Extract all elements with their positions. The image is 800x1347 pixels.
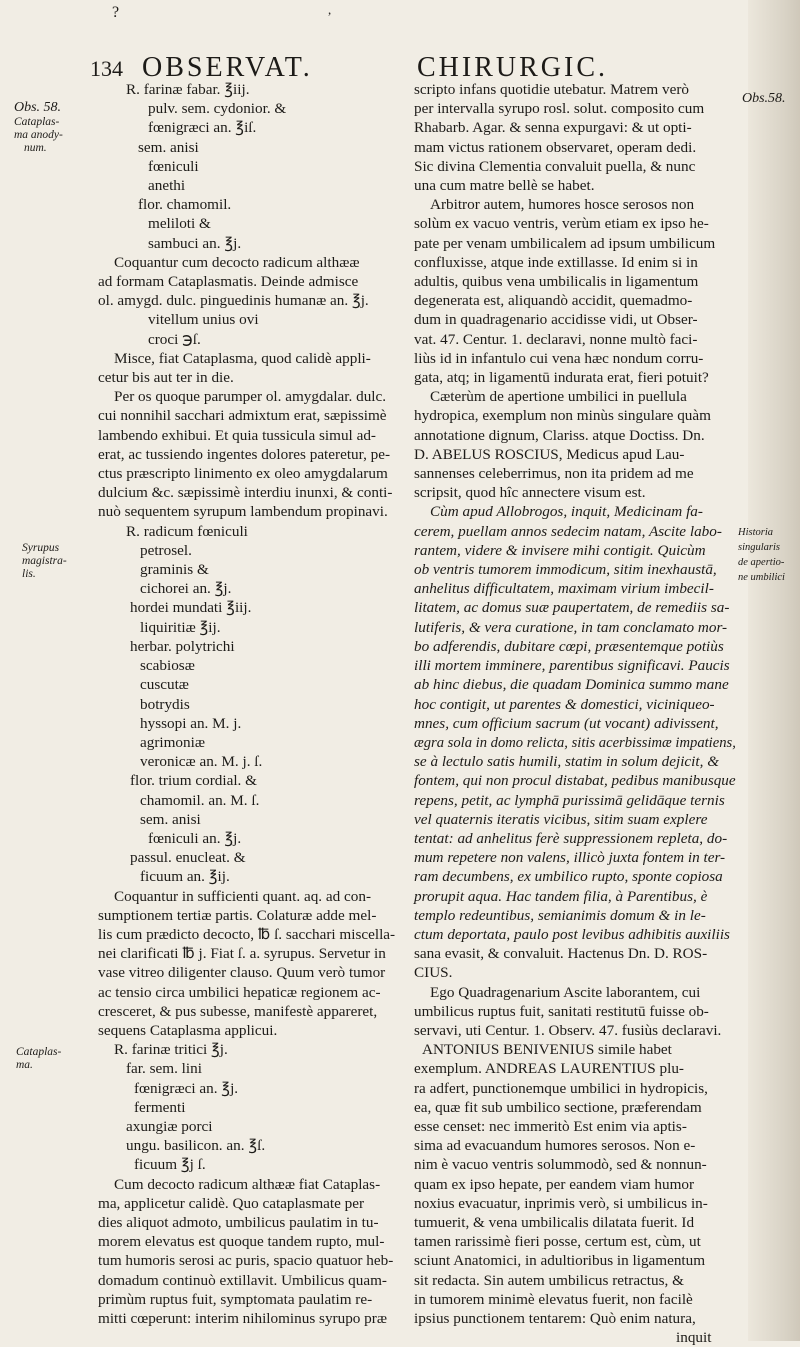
text-line: bo adferendis, dubitare cœpi, præsentemque potiùs [414, 637, 724, 655]
margin-note-line: Historia [738, 527, 774, 538]
margin-note-cataplasma [16, 1046, 61, 1072]
text-line: ctus præscripto linimento ex oleo amygdalarum [98, 465, 388, 483]
text-line: tamen rarissimè fieri posse, certum est, cùm, ut [414, 1233, 701, 1251]
text-line: R. farinæ fabar. ℥iij. [126, 81, 250, 98]
margin-note-line: Cataplas- [16, 1046, 62, 1058]
text-line: ficuum ℥j ſ. [134, 1156, 206, 1174]
margin-note-line: num. [24, 142, 47, 154]
text-line: confluxisse, atque inde extillasse. Id enim si in [414, 253, 698, 271]
text-line: primùm ruptus fuit, symptomata paulatim re- [98, 1290, 373, 1308]
text-line: Coquantur in sufficienti quant. aq. ad con- [114, 887, 372, 905]
text-line: adultis, quibus vena umbilicalis in ligamentum [414, 273, 699, 291]
text-line: se à lectulo satis humili, statim in solum dejicit, & [414, 753, 720, 771]
text-line: fœnigræci an. ℥j. [134, 1079, 239, 1097]
text-line: sem. anisi [140, 810, 201, 828]
margin-note-line: Obs. 58. [14, 100, 62, 115]
margin-note-line: singularis [738, 542, 781, 553]
text-line: CIUS. [414, 964, 453, 982]
text-line: degenerata est, aliquandò accidit, quemadmo- [414, 292, 693, 310]
text-line: hordei mundati ℥iij. [130, 599, 252, 617]
text-line: sem. anisi [138, 138, 199, 156]
text-line: croci ℈ſ. [148, 330, 201, 348]
text-line: tum humoris serosi ac puris, spacio quatuor heb- [98, 1252, 394, 1270]
text-line: noxius evacuatur, inprimis verò, si umbilicus in- [414, 1194, 708, 1212]
right-text-column [414, 80, 736, 1347]
text-line: Cum decocto radicum althææ fiat Cataplas- [114, 1175, 381, 1193]
text-line: ad formam Cataplasmatis. Deinde admisce [98, 273, 359, 291]
margin-note-obs [14, 100, 63, 155]
text-line: ficuum an. ℥ij. [140, 868, 230, 886]
text-line: fœniculi an. ℥j. [148, 829, 242, 847]
text-line: chamomil. an. M. ſ. [140, 791, 260, 809]
text-line: ANTONIUS BENIVENIUS simile habet [422, 1041, 672, 1059]
margin-note-line: Syrupus [22, 542, 60, 554]
text-line: flor. chamomil. [138, 196, 232, 214]
margin-note-line: Cataplas- [14, 116, 60, 128]
text-line: Arbitror autem, humores hosce serosos non [430, 196, 695, 214]
margin-note-line: ma. [16, 1059, 33, 1071]
text-line: fontem, qui non procul distabat, pedibus manibusque [414, 772, 736, 790]
text-line: agrimoniæ [140, 733, 205, 751]
text-line: domadum continuò extillavit. Umbilicus quam- [98, 1271, 387, 1289]
text-line: Ego Quadragenarium Ascite laborantem, cui [430, 983, 701, 1001]
text-line: nei clarificati ℔ j. Fiat ſ. a. syrupus. Servetur in [98, 945, 386, 963]
margin-note-line: magistra- [22, 555, 67, 567]
text-line: cuscutæ [140, 676, 189, 694]
text-line: Misce, fiat Cataplasma, quod calidè appli- [114, 349, 371, 367]
page-number: 134 [90, 56, 123, 81]
text-line: sima ad evacuandum humores serosos. Non e- [414, 1137, 696, 1155]
text-line: ea, quæ fit sub umbilico sectione, præferendam [414, 1098, 702, 1116]
text-line: anethi [148, 177, 186, 195]
margin-note-obs-right [742, 92, 786, 105]
text-line: axungiæ porci [126, 1117, 213, 1135]
text-line: solùm ex vacuo ventris, verùm etiam ex ipso he- [414, 215, 709, 233]
text-line: sciunt Anatomici, in adultioribus in ligamentum [414, 1252, 706, 1270]
text-line: ac tensio circa umbilici hepaticæ regionem ac- [98, 983, 381, 1001]
text-line: Per os quoque parumper ol. amygdalar. dulc. [114, 388, 387, 406]
top-mark: ? [112, 4, 120, 21]
text-line: morem elevatus est quoque tandem rupto, mul- [98, 1233, 385, 1251]
text-line: ol. amygd. dulc. pinguedinis humanæ an. ℥j. [98, 292, 369, 310]
text-line: ipsius punctionem tentarem: Quò enim natura, [414, 1310, 696, 1327]
page-edge [748, 0, 800, 1341]
text-line: R. radicum fœniculi [126, 522, 248, 540]
text-line: vel quaternis iteratis vicibus, sitim suam explere [414, 810, 708, 828]
text-line: umbilicus ruptus fuit, sanitati restitutū fuisse ob- [414, 1002, 709, 1020]
text-line: anhelitus difficultatem, maximam virium imbecil- [414, 580, 714, 598]
text-line: tentat: ad anhelitus ferè suppressionem repleta, do- [414, 829, 728, 847]
text-line: fœnigræci an. ℥iſ. [148, 119, 257, 137]
text-line: ægra sola in domo relicta, sitis acerbissimæ impatiens, [414, 733, 736, 751]
text-line: meliloti & [148, 215, 211, 233]
margin-note-line: lis. [22, 568, 36, 580]
text-line: repens, petit, ac lymphā purissimā gelidāque ternis [414, 791, 725, 809]
text-line: una cum matre bellè se habet. [414, 177, 595, 195]
text-line: pate per venam umbilicalem ad ipsum umbilicum [414, 234, 716, 252]
text-line: far. sem. lini [126, 1060, 202, 1078]
text-line: hoc contigit, ut parentes & domestici, viciniqueo- [414, 695, 715, 713]
text-line: in tumorem minimè elevatus fuerit, non facilè [414, 1290, 693, 1308]
text-line: gata, atq; in ligamentū indurata erat, fieri potuit? [414, 369, 709, 387]
text-line: scripto infans quotidie utebatur. Matrem verò [414, 81, 689, 98]
text-line: veronicæ an. M. j. ſ. [140, 753, 263, 771]
text-line: Rhabarb. Agar. & senna expurgavi: & ut opti- [414, 119, 692, 137]
text-line: scabiosæ [140, 657, 195, 675]
text-line: cerem, puellam annos sedecim natam, Ascite labo- [414, 522, 722, 540]
text-line: mum repetere non valens, illicò juxta fontem in ter- [414, 849, 726, 867]
text-line: vat. 47. Centur. 1. declaravi, nonne multò faci- [414, 330, 698, 348]
text-line: liùs id in infantulo cui vena hæc nondum corru- [414, 349, 704, 367]
text-line: flor. trium cordial. & [130, 772, 257, 790]
top-mark: , [328, 2, 332, 17]
text-line: illi mortem imminere, parentibus significavi. Paucis [414, 657, 730, 675]
text-line: servavi, uti Centur. 1. Observ. 47. fusiùs declaravi. [414, 1021, 722, 1039]
text-line: liquiritiæ ℥ij. [140, 618, 221, 636]
text-line: prorupit aqua. Hac tandem filia, à Parentibus, è [414, 887, 708, 905]
text-line: rantem, videre & invisere mihi contigit. Quicùm [414, 541, 706, 559]
text-line: cresceret, & pus subesse, manifestè appareret, [98, 1002, 378, 1020]
text-line: exemplum. ANDREAS LAURENTIUS plu- [414, 1060, 684, 1078]
text-line: graminis & [140, 561, 209, 579]
text-line: vitellum unius ovi [148, 311, 259, 329]
text-line: sequens Cataplasma applicui. [98, 1021, 278, 1039]
text-line: sannenses celeberrimus, non ita pridem ad me [414, 465, 694, 483]
text-line: dulcium &c. sæpissimè interdiu inunxi, & conti- [98, 484, 393, 502]
text-line: ungu. basilicon. an. ℥ſ. [126, 1137, 266, 1155]
text-line: R. farinæ tritici ℥j. [114, 1041, 228, 1059]
text-line: esse censet: nec immeritò Est enim via aptis- [414, 1117, 687, 1135]
text-line: templo redeuntibus, semianimis domum & in le- [414, 906, 706, 924]
margin-note-line: ne umbilici [738, 572, 785, 583]
text-line: erat, ac tussiendo ingentes dolores pateretur, pe- [98, 445, 391, 463]
text-line: mam victus rationem observaret, operam dedi. [414, 138, 697, 156]
text-line: scripsit, quod hîc annectere visum est. [414, 484, 646, 502]
text-line: mitti cœperunt: interim nihilominus syrupo præ [98, 1310, 387, 1327]
margin-note-historia [738, 525, 785, 585]
text-line: mnes, cum officium sacrum (ut vocant) adivissent, [414, 714, 719, 732]
text-line: hydropica, exemplum non minùs singulare quàm [414, 407, 711, 425]
text-line: inquit [676, 1329, 712, 1347]
margin-note-syrupus [22, 542, 67, 581]
text-line: passul. enucleat. & [130, 849, 246, 867]
text-line: sit redacta. Sin autem umbilicus retractus, & [414, 1271, 684, 1289]
text-line: Cæterùm de apertione umbilici in puellula [430, 388, 687, 406]
text-line: herbar. polytrichi [130, 637, 235, 655]
header-title-left: OBSERVAT. [142, 52, 313, 83]
text-line: D. ABELUS ROSCIUS, Medicus apud Lau- [414, 445, 685, 463]
text-line: quam ex ipso hepate, per eandem viam humor [414, 1175, 695, 1193]
left-text-column [98, 80, 404, 1328]
text-line: botrydis [140, 695, 190, 713]
text-line: dies aliquot admoto, umbilicus paulatim in tu- [98, 1213, 379, 1231]
text-line: fœniculi [148, 157, 199, 175]
text-line: tumuerit, & vena umbilicalis dilatata fuerit. Id [414, 1213, 695, 1231]
margin-note-line: ma anody- [14, 129, 63, 141]
text-line: fermenti [134, 1098, 186, 1116]
text-line: lutiferis, & vera curatione, in tam conclamato mor- [414, 618, 728, 636]
text-line: sumptionem tertiæ partis. Colaturæ adde mel- [98, 906, 377, 924]
text-line: ob ventris tumorem immodicum, sitim inexhaustā, [414, 561, 717, 579]
text-line: cichorei an. ℥j. [140, 580, 232, 598]
text-line: Coquantur cum decocto radicum althææ [114, 253, 360, 271]
text-line: ram decumbens, ex umbilico rupto, sponte copiosa [414, 868, 723, 886]
text-line: pulv. sem. cydonior. & [148, 100, 287, 118]
text-line: lambendo exhibui. Et quia tussicula simul ad- [98, 426, 376, 444]
text-line: Sic divina Clementia convaluit puella, & nunc [414, 157, 696, 175]
text-line: petrosel. [140, 541, 192, 559]
text-line: dum in quadragenario accidisse vidi, ut Obser- [414, 311, 698, 329]
text-line: ra adfert, punctionemque umbilici in hydropicis, [414, 1079, 708, 1097]
text-line: ctum deportata, paulo post levibus adhibitis auxiliis [414, 925, 730, 943]
text-line: ab hinc diebus, die quadam Dominica summo mane [414, 676, 729, 694]
text-line: cetur bis aut ter in die. [98, 369, 234, 387]
text-line: litatem, ac domus suæ paupertatem, de remediis sa- [414, 599, 730, 617]
text-line: nim è vacuo ventris solummodò, sed & nonnun- [414, 1156, 707, 1174]
text-line: lis cum prædicto decocto, ℔ ſ. sacchari miscella- [98, 925, 396, 943]
text-line: per intervalla syrupo rosl. solut. composito cum [414, 100, 705, 118]
text-line: sambuci an. ℥j. [148, 234, 242, 252]
text-line: cui nonnihil sacchari admixtum erat, sæpissimè [98, 407, 387, 425]
text-line: nuò sequentem syrupum lambendum propinavi. [98, 503, 388, 521]
margin-note-line: Obs.58. [742, 91, 786, 106]
margin-note-line: de apertio- [738, 557, 785, 568]
text-line: vase vitreo diligenter clauso. Quum verò tumor [98, 964, 386, 982]
text-line: Cùm apud Allobrogos, inquit, Medicinam fa- [430, 503, 703, 521]
header-title-right: CHIRURGIC. [417, 52, 609, 83]
text-line: ma, applicetur calidè. Quo cataplasmate per [98, 1194, 365, 1212]
text-line: annotatione dignum, Clariss. atque Doctiss. Dn. [414, 426, 705, 444]
text-line: sana evasit, & convaluit. Hactenus Dn. D. ROS- [414, 945, 708, 963]
text-line: hyssopi an. M. j. [140, 714, 242, 732]
